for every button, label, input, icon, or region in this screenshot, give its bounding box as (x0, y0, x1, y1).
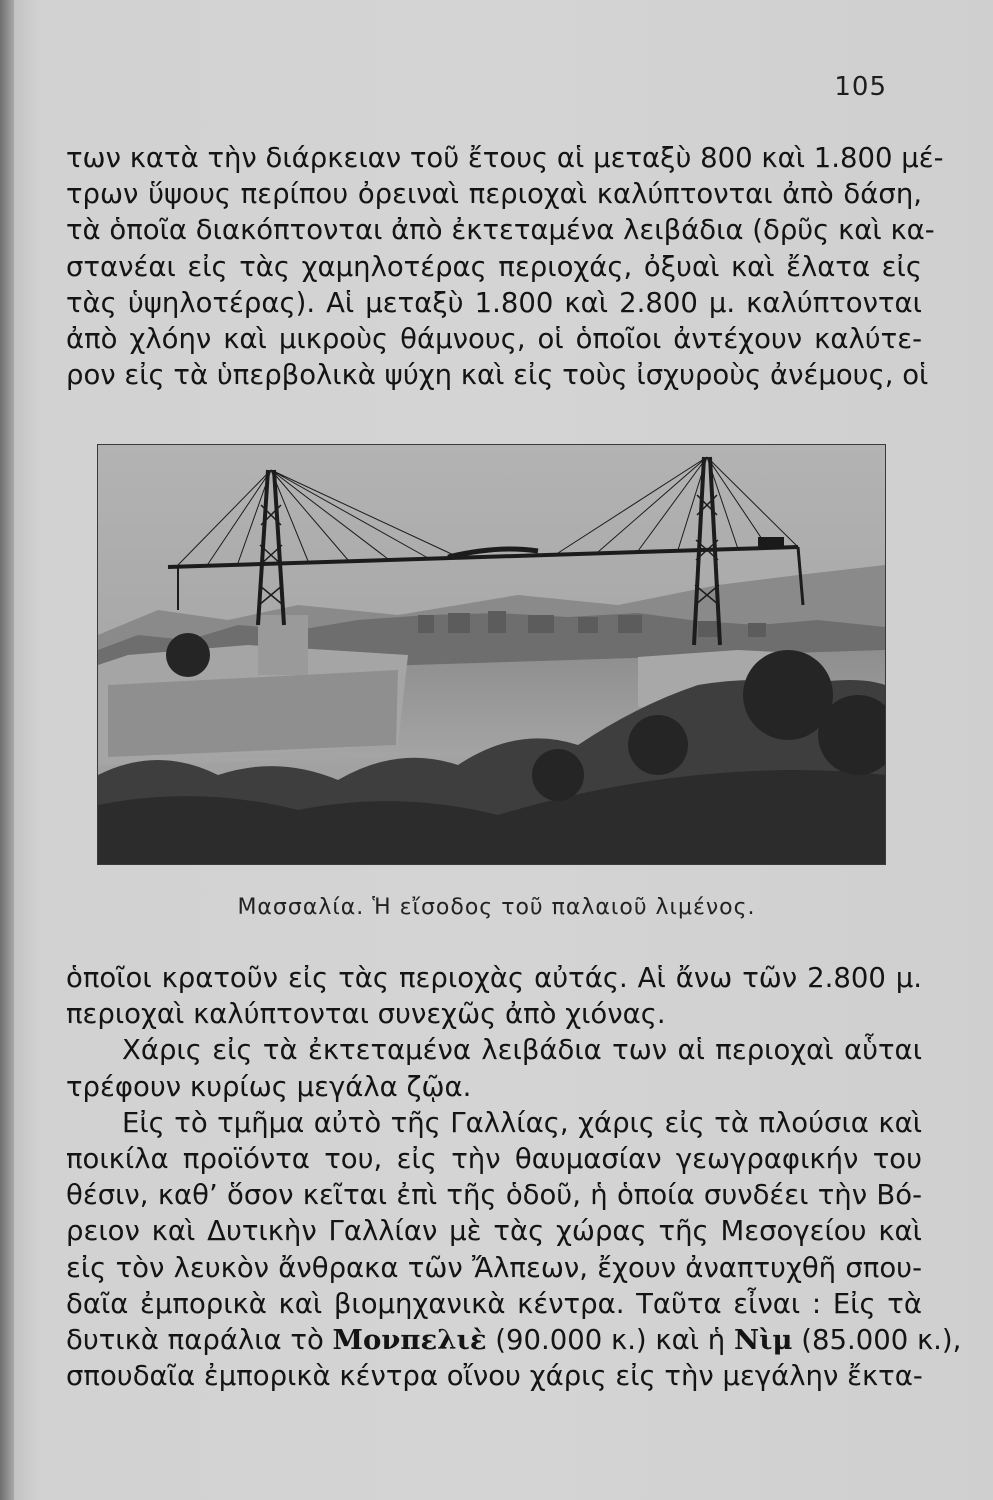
text-fragment: (85.000 κ.), (792, 1323, 962, 1356)
text-line: σπουδαῖα ἐμπορικὰ κέντρα οἴνου χάρις εἰς τὴν μεγάλην ἔκτα- (66, 1360, 923, 1393)
text-line: ποικίλα προϊόντα του, εἰς τὴν θαυμασίαν γεωγραφικήν του (66, 1142, 922, 1175)
city-name-montpellier: Μονπελιὲ (332, 1323, 487, 1356)
text-line: ρειον καὶ Δυτικὴν Γαλλίαν μὲ τὰς χώρας τῆς Μεσογείου καὶ (66, 1215, 922, 1248)
text-line: θέσιν, καθ’ ὅσον κεῖται ἐπὶ τῆς ὁδοῦ, ἡ ὁποία συνδέει τὴν Βό- (66, 1179, 922, 1212)
city-name-nimes: Νὶμ (733, 1323, 793, 1356)
photo-illustration (98, 445, 885, 864)
text-line: περιοχαὶ καλύπτονται συνεχῶς ἀπὸ χιόνας. (66, 998, 666, 1031)
text-line: τρων ὕψους περίπου ὀρειναὶ περιοχαὶ καλύπτονται ἀπὸ δάση, (66, 178, 922, 211)
text-line: Χάρις εἰς τὰ ἐκτεταμένα λειβάδια των αἱ περιοχαὶ αὗται (122, 1034, 922, 1067)
text-line: τρέφουν κυρίως μεγάλα ζῷα. (66, 1070, 472, 1103)
text-line: εἰς τὸν λευκὸν ἄνθρακα τῶν Ἄλπεων, ἔχουν ἀναπτυχθῆ σπου- (66, 1251, 922, 1284)
page-number: 105 (834, 72, 887, 102)
page-gutter (0, 0, 14, 1500)
text-line: Εἰς τὸ τμῆμα αὐτὸ τῆς Γαλλίας, χάρις εἰς τὰ πλούσια καὶ (122, 1106, 922, 1139)
text-fragment: (90.000 κ.) καὶ ἡ (486, 1323, 734, 1356)
photo-transporter-bridge-marseille (97, 444, 886, 865)
figure-caption: Μασσαλία. Ἡ εἴσοδος τοῦ παλαιοῦ λιμένος. (237, 895, 756, 920)
text-line: ἀπὸ χλόην καὶ μικροὺς θάμνους, οἱ ὁποῖοι ἀντέχουν καλύτε- (66, 322, 922, 355)
text-line: ρον εἰς τὰ ὑπερβολικὰ ψύχη καὶ εἰς τοὺς ἰσχυροὺς ἀνέμους, οἱ (66, 359, 929, 392)
text-line-cities (66, 1322, 962, 1358)
text-fragment: δυτικὰ παράλια τὸ (66, 1323, 333, 1356)
text-line: των κατὰ τὴν διάρκειαν τοῦ ἔτους αἱ μεταξὺ 800 καὶ 1.800 μέ- (66, 142, 944, 174)
paragraph-2-to-4 (66, 960, 962, 1394)
text-line: τὰ ὁποῖα διακόπτονται ἀπὸ ἐκτεταμένα λειβάδια (δρῦς καὶ κα- (66, 214, 935, 247)
text-line: στανέαι εἰς τὰς χαμηλοτέρας περιοχάς, ὀξυαὶ καὶ ἔλατα εἰς (66, 250, 922, 283)
text-line: ὁποῖοι κρατοῦν εἰς τὰς περιοχὰς αὐτάς. Αἱ ἄνω τῶν 2.800 μ. (66, 962, 922, 994)
paragraph-1 (66, 140, 944, 393)
text-line: δαῖα ἐμπορικὰ καὶ βιομηχανικὰ κέντρα. Ταῦτα εἶναι : Εἰς τὰ (66, 1287, 922, 1320)
text-line: τὰς ὑψηλοτέρας). Αἱ μεταξὺ 1.800 καὶ 2.800 μ. καλύπτονται (66, 286, 922, 319)
